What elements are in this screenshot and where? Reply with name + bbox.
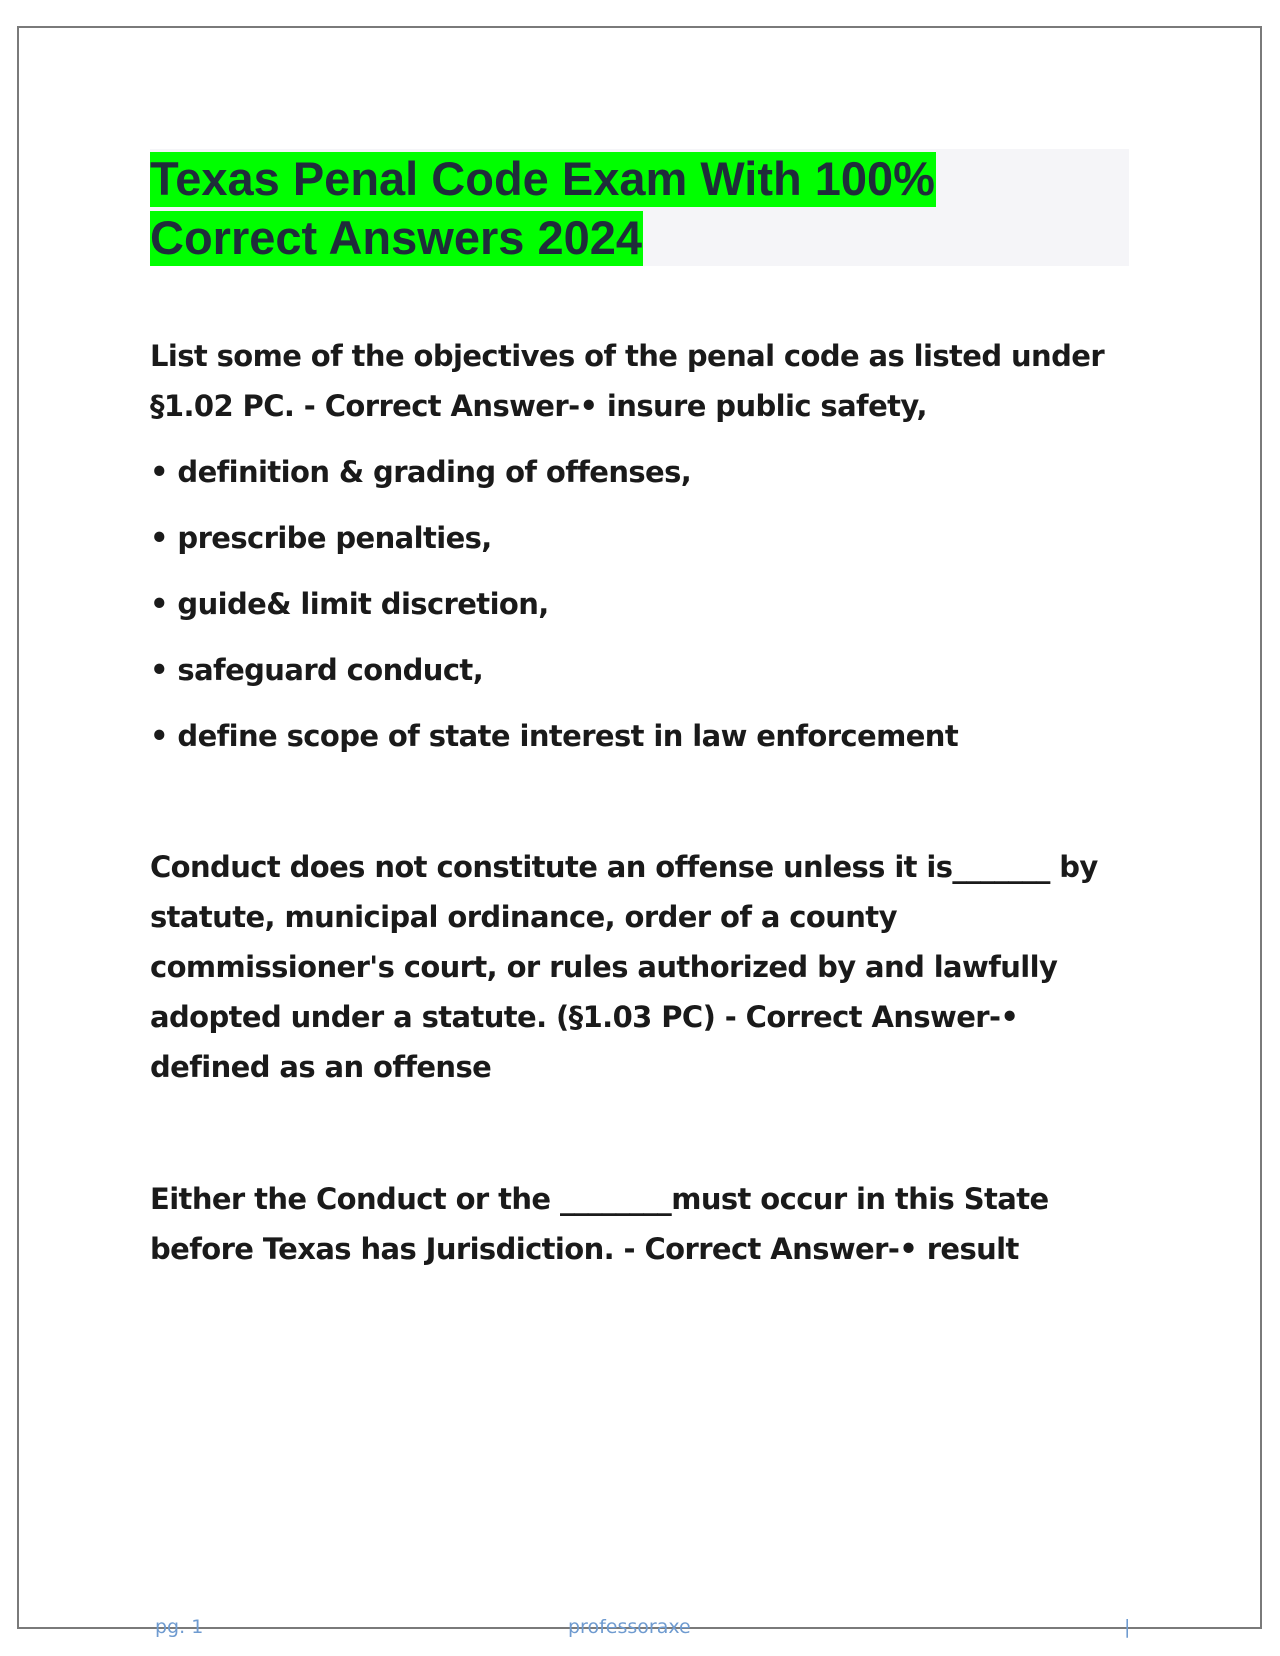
question-3-line: before Texas has Jurisdiction. - Correct Answer-• result	[150, 1232, 1019, 1266]
title-line-2: Correct Answers 2024	[150, 211, 643, 264]
document-body	[150, 331, 1130, 1274]
answer-bullet: • definition & grading of offenses,	[150, 455, 692, 489]
footer-brand: professoraxe	[568, 1616, 691, 1638]
answer-bullet: • prescribe penalties,	[150, 521, 492, 555]
question-2-line: adopted under a statute. (§1.03 PC) - Correct Answer-•	[150, 1000, 1019, 1034]
answer-bullet: • guide& limit discretion,	[150, 587, 549, 621]
question-2-line: Conduct does not constitute an offense unless it is_______ by	[150, 850, 1098, 884]
footer-separator: |	[1124, 1616, 1131, 1638]
question-3-line: Either the Conduct or the ________must occur in this State	[150, 1182, 1049, 1216]
title-line-1: Texas Penal Code Exam With 100%	[150, 152, 935, 205]
answer-bullet: • define scope of state interest in law enforcement	[150, 719, 959, 753]
question-3	[150, 1174, 1130, 1274]
page-number: pg. 1	[155, 1616, 204, 1638]
question-2-line: statute, municipal ordinance, order of a county	[150, 900, 897, 934]
answer-bullet: • safeguard conduct,	[150, 653, 484, 687]
spacer	[150, 1092, 1130, 1174]
document-title	[150, 149, 1129, 267]
question-2-line: defined as an offense	[150, 1050, 492, 1084]
question-2-line: commissioner's court, or rules authorized by and lawfully	[150, 950, 1058, 984]
question-2	[150, 842, 1130, 1092]
spacer	[150, 761, 1130, 842]
title-block	[150, 149, 1129, 266]
question-1	[150, 331, 1130, 431]
question-1-line-1: List some of the objectives of the penal code as listed under	[150, 339, 1105, 373]
question-1-line-2: §1.02 PC. - Correct Answer-• insure public safety,	[150, 389, 927, 423]
page-footer	[0, 1616, 1280, 1640]
